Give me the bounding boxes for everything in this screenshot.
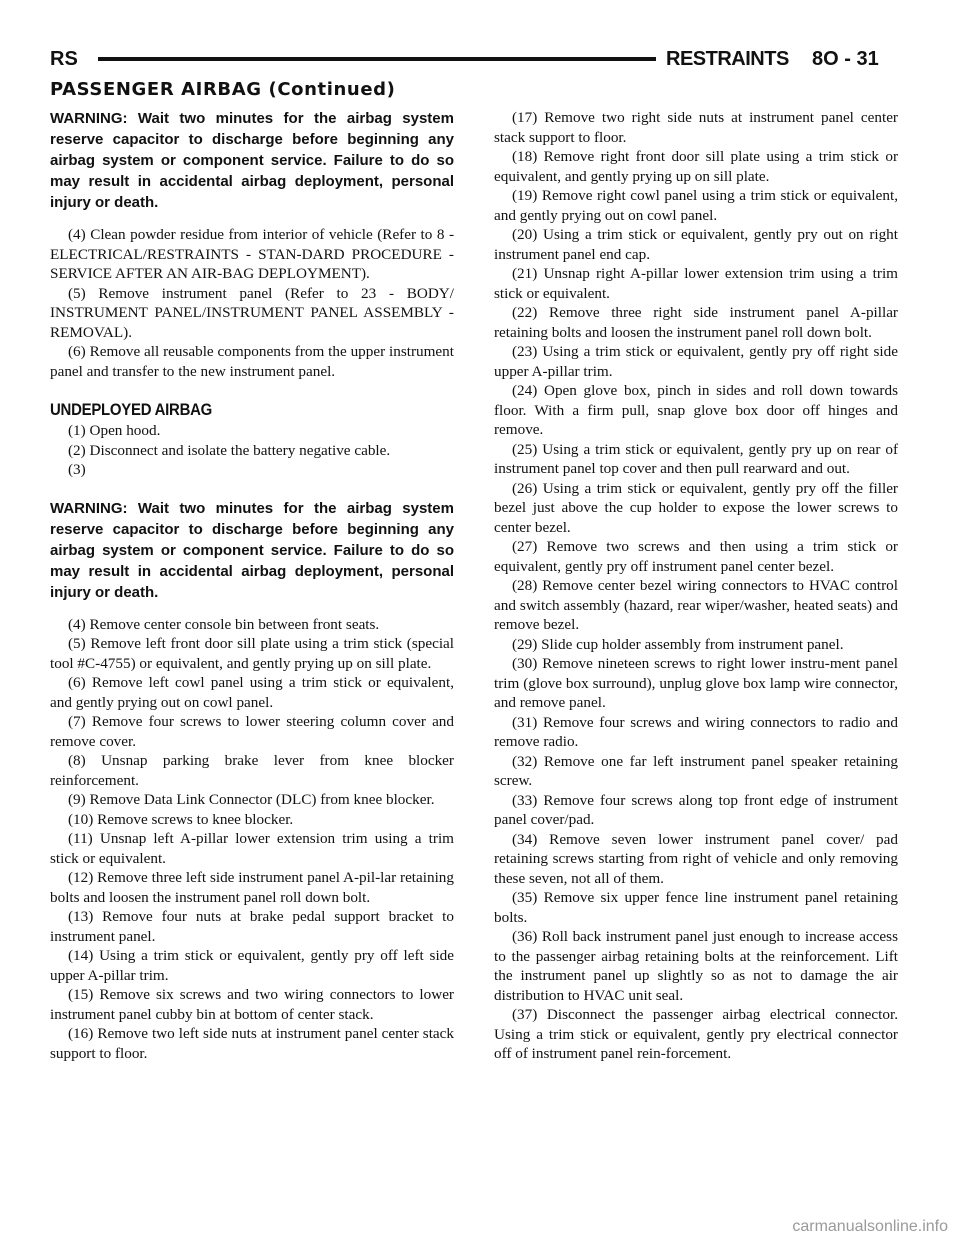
step-text: (28) Remove center bezel wiring connectors to HVAC control and switch assembly (hazard, rear wiper/washer, heated seats) and remove bezel. bbox=[494, 577, 898, 633]
watermark[interactable]: carmanualsonline.info bbox=[792, 1218, 948, 1235]
step-text: (26) Using a trim stick or equivalent, gently pry off the filler bezel just above the cup holder to expose the lower screws to center bezel. bbox=[494, 479, 898, 536]
step-text: (27) Remove two screws and then using a trim stick or equivalent, gently pry off instrument panel center bezel. bbox=[494, 538, 898, 575]
step-text: (10) Remove screws to knee blocker. bbox=[68, 810, 294, 828]
section-subheading: UNDEPLOYED AIRBAG bbox=[50, 400, 213, 419]
step-text: (4) Remove center console bin between front seats. bbox=[68, 615, 380, 633]
step-text: (5) Remove instrument panel (Refer to 23 - BODY/ INSTRUMENT PANEL/INSTRUMENT PANEL ASSEMBLY - REMOVAL). bbox=[50, 284, 454, 341]
step-text: (37) Disconnect the passenger airbag electrical connector. Using a trim stick or equivalent, gently pry electrical connector off of instrument panel rein-forcement. bbox=[494, 1006, 898, 1062]
step-text: (30) Remove nineteen screws to right lower instru-ment panel trim (glove box surround), unplug glove box lamp wire connector, and remove panel. bbox=[494, 655, 898, 711]
step-text: (8) Unsnap parking brake lever from knee blocker reinforcement. bbox=[50, 752, 454, 789]
header-rule bbox=[98, 57, 656, 61]
step-text: (17) Remove two right side nuts at instrument panel center stack support to floor. bbox=[494, 109, 898, 146]
header-section-title: RESTRAINTS bbox=[666, 48, 789, 70]
step-text: (6) Remove left cowl panel using a trim stick or equivalent, and gently prying out on cowl panel. bbox=[50, 674, 454, 711]
step-text: (5) Remove left front door sill plate using a trim stick (special tool #C-4755) or equivalent, and gently prying up on sill plate. bbox=[50, 635, 454, 672]
step-text: (23) Using a trim stick or equivalent, gently pry off right side upper A-pillar trim. bbox=[494, 343, 898, 380]
step-text: (31) Remove four screws and wiring connectors to radio and remove radio. bbox=[494, 713, 898, 750]
step-text: (7) Remove four screws to lower steering column cover and remove cover. bbox=[50, 713, 454, 750]
step-text: (32) Remove one far left instrument panel speaker retaining screw. bbox=[494, 752, 898, 789]
step-text: (9) Remove Data Link Connector (DLC) from knee blocker. bbox=[68, 791, 435, 808]
step-text: (13) Remove four nuts at brake pedal support bracket to instrument panel. bbox=[50, 908, 454, 945]
step-text: (16) Remove two left side nuts at instrument panel center stack support to floor. bbox=[50, 1025, 454, 1062]
step-text: (15) Remove six screws and two wiring connectors to lower instrument panel cubby bin at bottom of center stack. bbox=[50, 986, 454, 1023]
step-text: (25) Using a trim stick or equivalent, gently pry up on rear of instrument panel top cover and then pull rearward and out. bbox=[494, 440, 898, 477]
step-text: (4) Clean powder residue from interior of vehicle (Refer to 8 - ELECTRICAL/RESTRAINTS - STAN-DARD PROCEDURE - SERVICE AFTER AN AIR-BAG DEPLOYMENT). bbox=[50, 226, 454, 282]
warning-text: WARNING: Wait two minutes for the airbag system reserve capacitor to discharge before beginning any airbag system or component service. Failure to do so may result in accidental airbag deployment, personal injury or death. bbox=[50, 499, 454, 601]
warning-text: WARNING: Wait two minutes for the airbag system reserve capacitor to discharge before beginning any airbag system or component service. Failure to do so may result in accidental airbag deployment, personal injury or death. bbox=[50, 110, 454, 211]
step-text: (3) bbox=[68, 461, 86, 478]
step-text: (34) Remove seven lower instrument panel cover/ pad retaining screws starting from right of vehicle and only removing these seven, not all of them. bbox=[494, 830, 898, 887]
step-text: (24) Open glove box, pinch in sides and roll down towards floor. With a firm pull, snap glove box door off hinges and remove. bbox=[494, 382, 898, 438]
step-text: (1) Open hood. bbox=[68, 422, 161, 439]
step-text: (11) Unsnap left A-pillar lower extension trim using a trim stick or equivalent. bbox=[50, 830, 454, 867]
step-text: (19) Remove right cowl panel using a trim stick or equivalent, and gently prying out on cowl panel. bbox=[494, 187, 898, 224]
step-text: (29) Slide cup holder assembly from instrument panel. bbox=[512, 635, 844, 653]
step-text: (12) Remove three left side instrument panel A-pil-lar retaining bolts and loosen the instrument panel roll down bolt. bbox=[50, 869, 454, 906]
step-text: (21) Unsnap right A-pillar lower extension trim using a trim stick or equivalent. bbox=[494, 265, 898, 302]
step-text: (22) Remove three right side instrument panel A-pillar retaining bolts and loosen the instrument panel roll down bolt. bbox=[494, 304, 898, 341]
step-text: (6) Remove all reusable components from the upper instrument panel and transfer to the new instrument panel. bbox=[50, 343, 454, 380]
header-model-code: RS bbox=[50, 48, 78, 70]
step-text: (33) Remove four screws along top front edge of instrument panel cover/pad. bbox=[494, 791, 898, 828]
continued-heading: PASSENGER AIRBAG (Continued) bbox=[50, 79, 396, 100]
step-text: (14) Using a trim stick or equivalent, gently pry off left side upper A-pillar trim. bbox=[50, 947, 454, 984]
left-column bbox=[50, 108, 454, 1063]
step-text: (2) Disconnect and isolate the battery negative cable. bbox=[68, 441, 391, 459]
step-text: (35) Remove six upper fence line instrument panel retaining bolts. bbox=[494, 889, 898, 926]
step-text: (18) Remove right front door sill plate using a trim stick or equivalent, and gently prying up on sill plate. bbox=[494, 148, 898, 185]
step-text: (36) Roll back instrument panel just enough to increase access to the passenger airbag retaining bolts at the reinforcement. Lift the instrument panel up slightly so as not to damage the air distribution to HVAC unit seal. bbox=[494, 928, 898, 1004]
header-page-number: 8O - 31 bbox=[812, 48, 879, 70]
step-text: (20) Using a trim stick or equivalent, gently pry out on right instrument panel end cap. bbox=[494, 226, 898, 263]
right-column bbox=[494, 108, 898, 1064]
